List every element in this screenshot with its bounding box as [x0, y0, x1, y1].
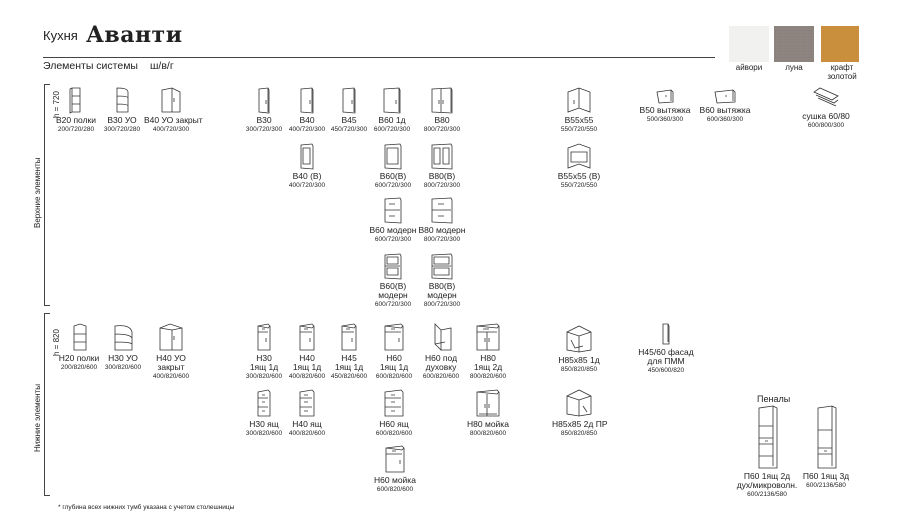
glass-corner-wall-cabinet-icon [566, 142, 592, 170]
catalog-item: Н30 УО 300/820/600 [102, 322, 144, 372]
closed-corner-wall-cabinet-icon [160, 86, 182, 114]
catalog-item: В30 300/720/300 [242, 86, 286, 134]
glass-double-wall-cabinet-icon [430, 142, 454, 170]
modern-glass-wall-cabinet-icon [430, 252, 454, 280]
catalog-item: В40 (В) 400/720/300 [283, 142, 331, 190]
catalog-item: В20 полки 200/720/280 [54, 86, 98, 134]
corner-base-cabinet-icon [565, 324, 593, 354]
open-shelf-wall-cabinet-icon [69, 86, 83, 114]
swatch-luna-label: луна [785, 63, 803, 72]
base-drawer-door-icon [383, 322, 405, 352]
swatch-kraft-label: крафт золотой [827, 63, 857, 81]
sink-base-cabinet-icon [475, 388, 501, 418]
corner-wall-cabinet-icon [566, 86, 592, 114]
footnote: * глубина всех нижних тумб указана с учетом столешницы [58, 504, 235, 511]
catalog-item: Н40 ящ 400/820/600 [285, 388, 329, 438]
catalog-item: П60 1ящ 2д дух/микроволн. 600/2136/580 [736, 404, 798, 499]
base-drawer-door-icon [340, 322, 358, 352]
catalog-item: В60 вытяжка 600/360/300 [696, 88, 754, 124]
corner-base-double-icon [565, 388, 593, 418]
catalog-item: Н40 УО закрыт 400/820/600 [148, 322, 194, 381]
catalog-item: В60(В) модерн 600/720/300 [370, 252, 416, 309]
catalog-item: сушка 60/80 600/800/300 [800, 86, 852, 130]
base-drawers-icon [383, 388, 405, 418]
catalog-item: В80(В) модерн 800/720/300 [418, 252, 466, 309]
swatch-ivory-label: айвори [735, 63, 763, 72]
catalog-item: В80(В) 800/720/300 [418, 142, 466, 190]
glass-wall-cabinet-icon [383, 142, 403, 170]
catalog-item: Н80 1ящ 2д 800/820/600 [466, 322, 510, 381]
hood-cabinet-icon [713, 88, 737, 104]
header-rule [43, 57, 715, 58]
lower-height-label: h = 820 [52, 329, 61, 356]
catalog-item: Н80 мойка 800/820/600 [462, 388, 514, 438]
catalog-item: В55х55 550/720/550 [554, 86, 604, 134]
subtitle: Элементы системы [43, 60, 138, 72]
base-drawer-door-icon [298, 322, 316, 352]
catalog-item: Н45 1ящ 1д 450/820/600 [327, 322, 371, 381]
sink-base-cabinet-icon [384, 444, 406, 474]
catalog-item: Н60 мойка 600/820/600 [372, 444, 418, 494]
catalog-item: В55х55 (В) 550/720/550 [552, 142, 606, 190]
upper-section-label: Верхние элементы [33, 157, 42, 228]
catalog-item: Н30 1ящ 1д 300/820/600 [242, 322, 286, 381]
base-drawers-icon [256, 388, 272, 418]
lower-section-label: Нижние элементы [33, 384, 42, 452]
swatch-luna [774, 26, 814, 62]
base-closed-corner-icon [158, 322, 184, 352]
wall-cabinet-icon [382, 86, 402, 114]
base-open-shelf-icon [70, 322, 88, 352]
catalog-item: В40 УО закрыт 400/720/300 [144, 86, 198, 134]
catalog-item: Н20 полки 200/820/600 [56, 322, 102, 372]
catalog-item: Н60 под духовку 600/820/600 [418, 322, 464, 381]
tall-cabinet-icon [814, 404, 838, 470]
wall-cabinet-icon [341, 86, 357, 114]
dish-drainer-icon [812, 86, 840, 110]
catalog-item: В45 450/720/300 [327, 86, 371, 134]
kitchen-label: Кухня [43, 28, 78, 43]
oven-base-cabinet-icon [429, 322, 453, 352]
swatch-kraft-gold [821, 26, 859, 62]
hood-cabinet-icon [655, 88, 675, 104]
double-door-wall-cabinet-icon [430, 86, 454, 114]
base-drawer-door-icon [256, 322, 272, 352]
base-drawer-double-door-icon [475, 322, 501, 352]
catalog-item: В50 вытяжка 500/360/300 [638, 88, 692, 124]
catalog-item: Н40 1ящ 1д 400/820/600 [285, 322, 329, 381]
upper-height-label: h = 720 [52, 91, 61, 118]
catalog-item: П60 1ящ 3д 600/2136/580 [800, 404, 852, 490]
corner-open-wall-cabinet-icon [114, 86, 130, 114]
base-corner-open-icon [112, 322, 134, 352]
upper-section-bracket [44, 84, 50, 306]
modern-wall-cabinet-icon [383, 196, 403, 224]
wall-cabinet-icon [299, 86, 315, 114]
modern-glass-wall-cabinet-icon [383, 252, 403, 280]
tall-cabinets-title: Пеналы [757, 394, 791, 404]
catalog-item: Н85х85 2д ПР 850/820/850 [552, 388, 606, 438]
catalog-item: Н60 ящ 600/820/600 [372, 388, 416, 438]
dishwasher-facade-icon [660, 322, 672, 346]
tall-cabinet-oven-icon [755, 404, 779, 470]
model-name: Аванти [86, 22, 183, 48]
catalog-item: Н30 ящ 300/820/600 [242, 388, 286, 438]
catalog-item: Н85х85 1д 850/820/850 [554, 324, 604, 374]
catalog-item: В80 модерн 800/720/300 [416, 196, 468, 244]
catalog-item: Н45/60 фасад для ПММ 450/600/820 [636, 322, 696, 375]
modern-wall-cabinet-icon [430, 196, 454, 224]
glass-wall-cabinet-icon [299, 142, 315, 170]
catalog-item: Н60 1ящ 1д 600/820/600 [372, 322, 416, 381]
catalog-item: В60(В) 600/720/300 [370, 142, 416, 190]
subtitle-category: ш/в/г [150, 60, 174, 72]
lower-section-bracket [44, 313, 50, 496]
catalog-item: В60 модерн 600/720/300 [366, 196, 420, 244]
swatch-ivory [729, 26, 769, 62]
base-drawers-icon [298, 388, 316, 418]
catalog-item: В60 1д 600/720/300 [370, 86, 414, 134]
catalog-item: В30 УО 300/720/280 [100, 86, 144, 134]
catalog-item: В40 400/720/300 [285, 86, 329, 134]
wall-cabinet-icon [257, 86, 271, 114]
catalog-item: В80 800/720/300 [418, 86, 466, 134]
